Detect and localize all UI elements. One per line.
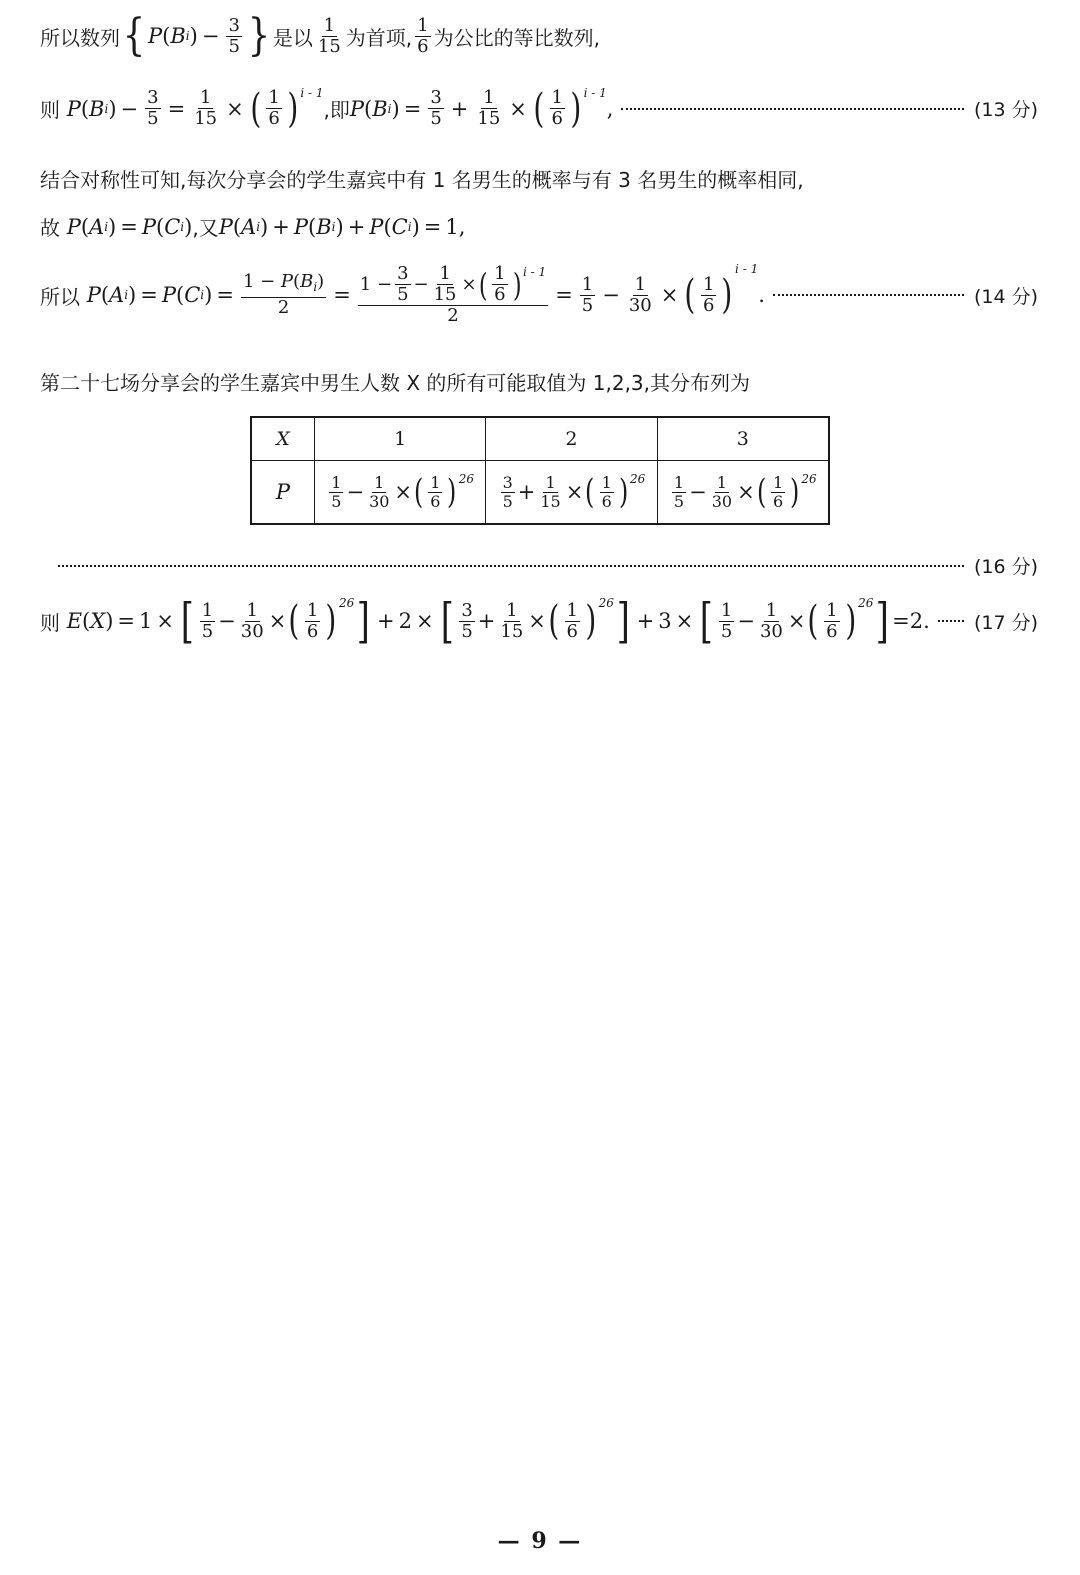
line-sequence-definition: 所以数列 { P ( B i ) − $\frac{3}{5}$ } 是以 $\frac{1}{15}$ 为首项, $\frac{1}{6}$ 为公比的等比数列, — [40, 10, 600, 61]
exponent: i - 1 — [735, 262, 759, 276]
score-17: (17 分) — [973, 611, 1038, 634]
fraction: $\frac{1}{6}$ — [417, 14, 429, 57]
distribution-table — [250, 416, 830, 525]
line-expectation: 则 E ( X ) = 1 × [ $\frac{1}{5}$ − $\frac{1}{30}$ × ( $\frac{1}{6}$ ) 26 ] + 2 × [ $\frac{3}{5}$ + $\frac{1}{15}$ × ( $\frac{1}{6}$ ) 26 ] + 3 × [ $\frac{1}{5}$ − $\frac{1}{30}$ × ( $\frac{1}{6}$ ) 26 ] =2. (17 分) — [40, 593, 1038, 649]
score-16: (16 分) — [973, 556, 1038, 578]
page-number: — 9 — — [497, 1528, 583, 1554]
text-fragment: 为首项, — [345, 25, 413, 50]
table-row-label: P — [251, 461, 315, 525]
table-header-cell: 3 — [657, 417, 829, 461]
fraction: $\frac{3}{5}$ — [228, 14, 240, 57]
fraction-big: 1 − $\frac{3}{5}$ − $\frac{1}{15}$ × ( $\frac{1}{6}$ ) i - 1 2 — [359, 263, 547, 326]
line-pb-formula: 则 P ( B i ) − $\frac{3}{5}$ = $\frac{1}{15}$ × ( $\frac{1}{6}$ ) i - 1 ,即 P ( B i ) = $\frac{3}{5}$ + $\frac{1}{15}$ × ( $\frac{1}{6}$ ) i - 1 , (13 分) — [40, 85, 1038, 132]
line-symmetry — [40, 164, 804, 193]
dot-leader — [773, 294, 964, 296]
table-header-label: X — [251, 417, 315, 461]
left-brace: { — [122, 10, 146, 61]
dot-leader — [621, 108, 964, 110]
table-header-cell: 1 — [315, 417, 486, 461]
text-fragment: ,又 — [192, 216, 219, 240]
dot-leader — [938, 620, 964, 622]
text-fragment: ,即 — [323, 98, 350, 122]
text-fragment: 则 — [40, 98, 60, 122]
exponent: 26 — [458, 471, 475, 486]
exponent: 26 — [858, 596, 874, 610]
right-brace: } — [247, 10, 271, 61]
line-pa-pc-equal: 故 P ( A i ) = P ( C i ) ,又 P ( A i ) + P ( B i ) + P ( C i ) = 1, — [40, 212, 465, 241]
text-fragment: 是以 — [272, 25, 313, 50]
exponent: 26 — [598, 596, 614, 610]
text-fragment: 第二十七场分享会的学生嘉宾中男生人数 X 的所有可能取值为 1,2,3,其分布列为 — [40, 371, 751, 395]
exponent: i - 1 — [300, 86, 324, 100]
exponent: 26 — [801, 471, 817, 486]
table-cell-p3: $\frac{1}{5}$ − $\frac{1}{30}$ × ( $\frac{1}{6}$ ) 26 — [657, 461, 829, 525]
table-row — [251, 461, 829, 525]
exponent: 26 — [630, 471, 646, 486]
text-fragment: 结合对称性可知,每次分享会的学生嘉宾中有 1 名男生的概率与有 3 名男生的概率相同, — [40, 168, 804, 192]
dot-leader — [58, 565, 964, 567]
table-header-row — [251, 417, 829, 461]
line-score-16 — [58, 552, 1038, 579]
text-fragment: 所以数列 — [40, 25, 120, 50]
fraction: $\frac{1}{15}$ — [317, 14, 341, 57]
fraction: $\frac{1 - P(B_i)}{2}$ — [242, 271, 325, 318]
table-header-cell: 2 — [486, 417, 657, 461]
line-pa-formula: 所以 P ( A i ) = P ( C i ) = $\frac{1 - P(B_i)}{2}$ = 1 − $\frac{3}{5}$ − $\frac{1}{15}$ × ( $\frac{1}{6}$ ) i - 1 2 = $\frac{1}{5}$ − $\frac{1}{30}$ × ( $\frac{1}{6}$ ) i - 1 . (14 分) — [40, 262, 1038, 326]
exponent: i - 1 — [583, 86, 607, 100]
text-fragment: 故 — [40, 216, 60, 240]
score-13: (13 分) — [973, 99, 1038, 121]
text-fragment: 所以 — [40, 284, 80, 309]
exponent: i - 1 — [523, 265, 547, 279]
score-14: (14 分) — [973, 285, 1038, 308]
table-cell-p2: $\frac{3}{5}$ + $\frac{1}{15}$ × ( $\frac{1}{6}$ ) 26 — [486, 461, 657, 525]
text-fragment: 为公比的等比数列, — [433, 25, 600, 50]
expectation-result: =2. — [892, 609, 930, 633]
line-distribution-intro — [40, 367, 750, 396]
text-fragment: 则 — [40, 610, 60, 635]
exponent: 26 — [338, 596, 355, 610]
table-cell-p1: $\frac{1}{5}$ − $\frac{1}{30}$ × ( $\frac{1}{6}$ ) 26 — [315, 461, 486, 525]
